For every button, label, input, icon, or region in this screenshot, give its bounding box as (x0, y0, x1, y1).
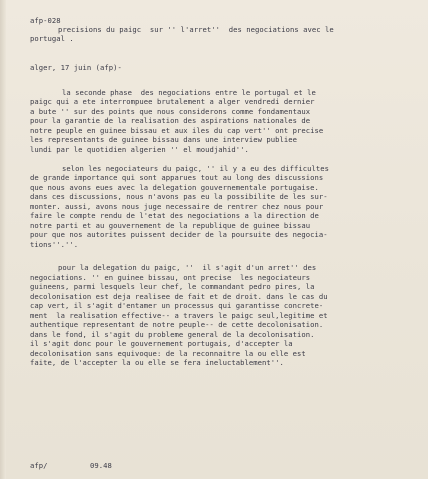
paragraph-2-line: selon les negociateurs du paigc, '' il y a eu des difficultes (62, 164, 330, 173)
paragraph-2-line: dans ces discussions, nous n'avons pas eu la possibilite de les sur- (30, 192, 328, 201)
paragraph-3-line: cap vert, il s'agit d'entamer un processus qui garantisse concrete- (30, 301, 324, 310)
paragraph-3-line: dans le fond, il s'agit du probleme general de la decolonisation. (30, 330, 315, 339)
paragraph-2-line: monter. aussi, avons nous juge necessaire de rentrer chez nous pour (30, 202, 324, 211)
paragraph-2-line: notre parti et au gouvernement de la republique de guinee bissau (30, 221, 311, 230)
dispatch-code: afp-028 (30, 16, 61, 25)
dispatch-title-line-2: portugal . (30, 34, 74, 43)
paragraph-1-line: pour la garantie de la realisation des aspirations nationales de (30, 116, 311, 125)
paragraph-2-line: de grande importance qui sont apparues tout au long des discussions (30, 173, 324, 182)
paragraph-1-line: paigc qui a ete interrompuee brutalement a alger vendredi dernier (30, 97, 315, 106)
dispatch-title-line-1: precisions du paigc sur '' l'arret'' des negociations avec le (58, 25, 334, 34)
paragraph-3-line: guineens, parmi lesquels leur chef, le commandant pedro pires, la (30, 282, 315, 291)
paragraph-3-line: faite, de l'accepter la ou elle se fera ineluctablement''. (30, 358, 284, 367)
paragraph-3-line: il s'agit donc pour le gouvernement portugais, d'accepter la (30, 339, 293, 348)
paragraph-1-line: lundi par le quotidien algerien '' el moudjahid''. (30, 145, 249, 154)
paragraph-3-line: negociations. '' en guinee bissau, ont precise les negociateurs (30, 273, 311, 282)
paragraph-1-line: notre peuple en guinee bissau et aux iles du cap vert'' ont precise (30, 126, 324, 135)
page-fold-shadow (0, 0, 6, 479)
paragraph-3-line: ment la realisation effective-- a travers le paigc seul,legitime et (30, 311, 328, 320)
paragraph-3-line: authentique representant de notre peuple-- de cette decolonisation. (30, 320, 324, 329)
paragraph-2-line: tions''.''. (30, 240, 79, 249)
dateline: alger, 17 juin (afp)- (30, 63, 122, 72)
paragraph-2-line: faire le compte rendu de l'etat des negociations a la direction de (30, 211, 319, 220)
paragraph-3-line: pour la delegation du paigc, '' il s'agit d'un arret'' des (58, 263, 317, 272)
paragraph-2-line: que nous avons eues avec la delegation gouvernementale portugaise. (30, 183, 319, 192)
paragraph-1-line: les representants de guinee bissau dans une interview publiee (30, 135, 298, 144)
paragraph-2-line: pour que nos autorites puissent decider de la poursuite des negocia- (30, 230, 328, 239)
paragraph-3-line: decolonisation est deja realisee de fait et de droit. dans le cas du (30, 292, 328, 301)
paragraph-3-line: decolonisation sans equivoque: de la reconnaitre la ou elle est (30, 349, 306, 358)
footer-time: 09.48 (90, 461, 112, 470)
paragraph-1-line: la seconde phase des negociations entre le portugal et le (62, 88, 316, 97)
paragraph-1-line: a bute '' sur des points que nous considerons comme fondamentaux (30, 107, 311, 116)
footer-code: afp/ (30, 461, 48, 470)
